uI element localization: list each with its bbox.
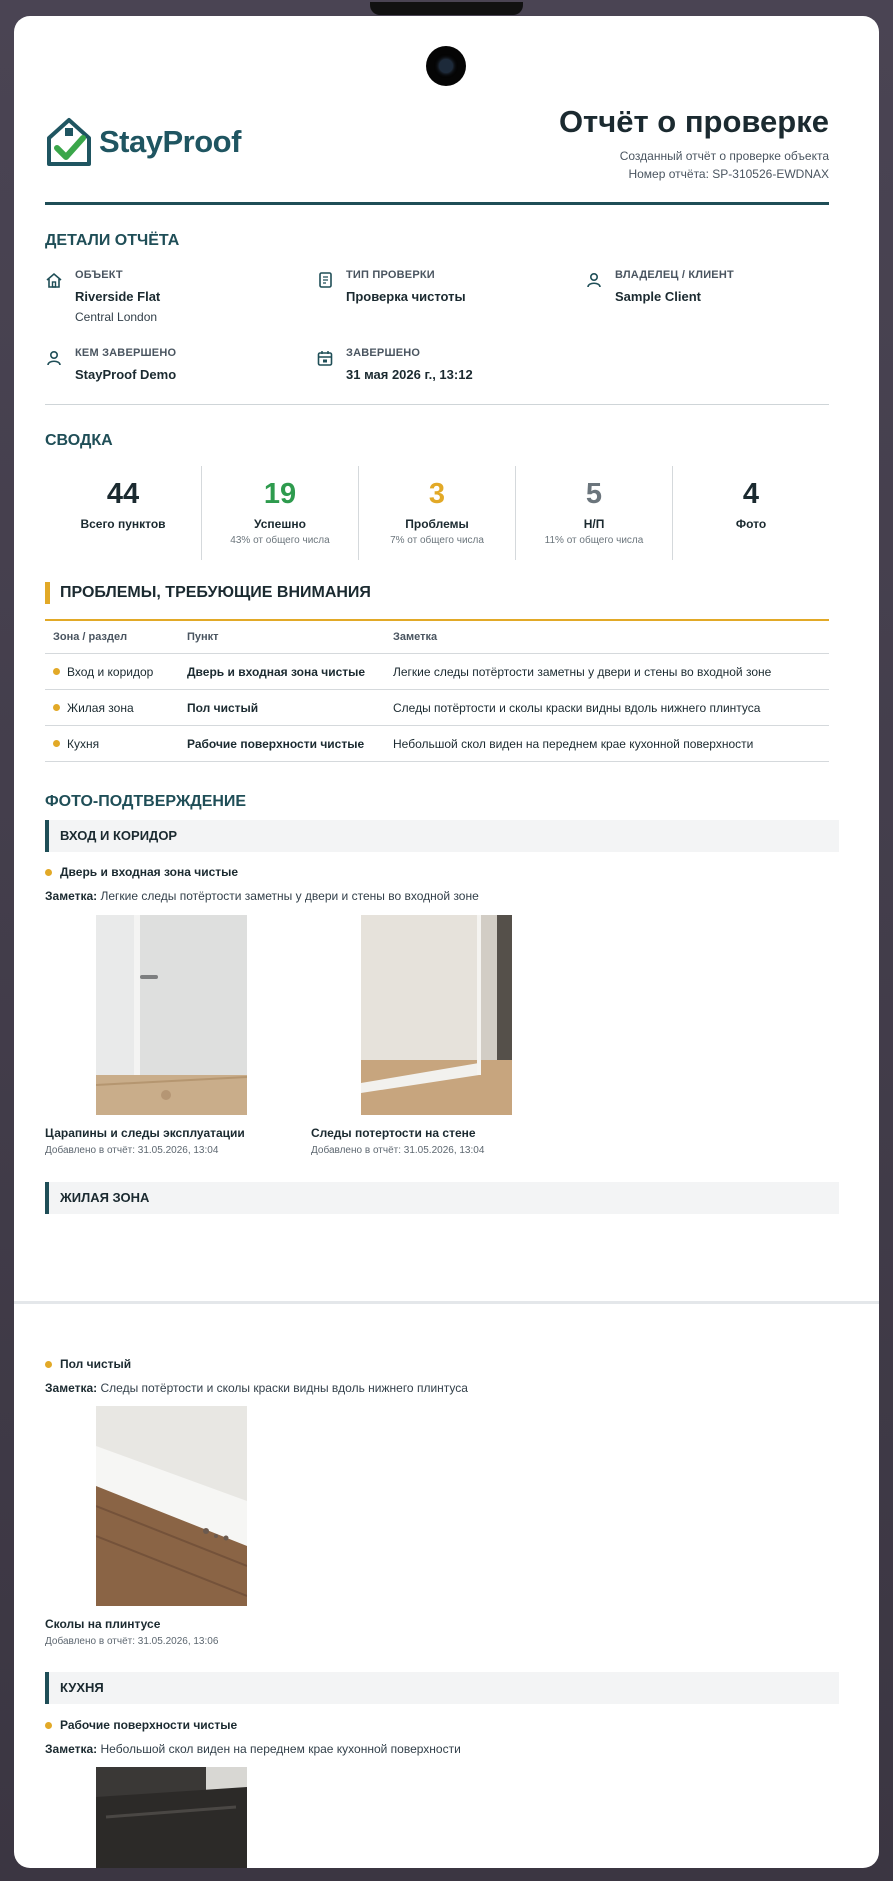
zone-text: Жилая зона — [67, 700, 134, 715]
photo-added: Добавлено в отчёт: 31.05.2026, 13:06 — [45, 1636, 219, 1647]
house-check-icon — [45, 116, 93, 168]
detail-value: 31 мая 2026 г., 13:12 — [346, 367, 473, 382]
evidence-item — [45, 1357, 131, 1371]
stat-percent: 11% от общего числа — [544, 535, 644, 546]
stat-passed — [201, 466, 358, 560]
detail-value: StayProof Demo — [75, 367, 177, 382]
row-note: Легкие следы потёртости заметны у двери и стены во входной зоне — [393, 664, 772, 679]
user-icon — [585, 271, 603, 289]
note-text: Небольшой скол виден на переднем крае кухонной поверхности — [100, 1742, 461, 1756]
report-screen[interactable] — [14, 16, 879, 1868]
photo-caption: Царапины и следы эксплуатации — [45, 1126, 245, 1140]
detail-owner — [585, 269, 734, 304]
calendar-icon — [316, 349, 334, 367]
issue-dot — [53, 704, 60, 711]
zone-text: Вход и коридор — [67, 664, 154, 679]
header-divider — [45, 202, 829, 205]
stat-label: Всего пунктов — [80, 517, 166, 531]
row-zone — [45, 665, 187, 679]
stat-label: Н/П — [583, 517, 605, 531]
row-item: Рабочие поверхности чистые — [187, 736, 365, 751]
device-notch — [370, 2, 523, 15]
detail-value: Проверка чистоты — [346, 289, 466, 304]
camera-cutout — [426, 46, 466, 86]
detail-value: Riverside Flat — [75, 289, 161, 304]
stat-total — [45, 466, 201, 560]
stat-value: 19 — [263, 478, 297, 510]
table-header — [45, 619, 829, 654]
issue-dot — [53, 740, 60, 747]
home-icon — [45, 271, 63, 289]
photo-caption: Сколы на плинтусе — [45, 1617, 161, 1631]
note-label: Заметка: — [45, 1742, 98, 1756]
summary-stats — [45, 466, 829, 560]
evidence-note — [45, 1381, 468, 1395]
stat-issues — [358, 466, 515, 560]
details-section-title: ДЕТАЛИ ОТЧЁТА — [45, 232, 180, 249]
stat-label: Фото — [735, 517, 767, 531]
note-text: Легкие следы потёртости заметны у двери и стены во входной зоне — [100, 889, 479, 903]
evidence-note — [45, 889, 479, 903]
issue-dot — [53, 668, 60, 675]
issue-dot — [45, 869, 52, 876]
note-text: Следы потёртости и сколы краски видны вдоль нижнего плинтуса — [100, 1381, 468, 1395]
photo-image — [96, 1767, 247, 1868]
issue-dot — [45, 1722, 52, 1729]
photo-image — [361, 915, 512, 1115]
row-item: Пол чистый — [187, 700, 259, 715]
evidence-section-title: ФОТО-ПОДТВЕРЖДЕНИЕ — [45, 793, 247, 810]
report-number: Номер отчёта: SP-310526-EWDNAX — [628, 167, 829, 181]
detail-completed-by — [45, 347, 176, 382]
issues-section-title: ПРОБЛЕМЫ, ТРЕБУЮЩИЕ ВНИМАНИЯ — [45, 582, 371, 604]
photo-door-scuffs[interactable] — [96, 915, 247, 1115]
note-label: Заметка: — [45, 1381, 98, 1395]
photo-image — [96, 915, 247, 1115]
row-zone — [45, 701, 187, 715]
page-break — [14, 1301, 879, 1304]
evidence-zone-entrance: ВХОД И КОРИДОР — [45, 820, 839, 852]
page-subtitle: Созданный отчёт о проверке объекта — [619, 149, 829, 163]
page-title: Отчёт о проверке — [558, 104, 829, 139]
brand-logo — [45, 116, 241, 168]
evidence-item-label: Рабочие поверхности чистые — [60, 1718, 238, 1732]
evidence-item-label: Пол чистый — [60, 1357, 132, 1371]
evidence-note — [45, 1742, 461, 1756]
photo-wall-scuffs[interactable] — [361, 915, 512, 1115]
col-item: Пункт — [187, 631, 219, 643]
detail-property — [45, 269, 160, 324]
detail-label: ОБЪЕКТ — [75, 269, 123, 281]
stat-percent: 7% от общего числа — [390, 535, 484, 546]
row-note: Следы потёртости и сколы краски видны вдоль нижнего плинтуса — [393, 700, 761, 715]
photo-kitchen-counter[interactable] — [96, 1767, 247, 1868]
brand-name: StayProof — [99, 124, 241, 159]
detail-label: КЕМ ЗАВЕРШЕНО — [75, 347, 177, 359]
table-row[interactable] — [45, 654, 829, 690]
evidence-item-label: Дверь и входная зона чистые — [60, 865, 239, 879]
photo-image — [96, 1406, 247, 1606]
stat-value: 44 — [106, 478, 140, 510]
stat-na — [515, 466, 672, 560]
note-label: Заметка: — [45, 889, 98, 903]
col-note: Заметка — [393, 631, 438, 643]
issue-dot — [45, 1361, 52, 1368]
photo-caption: Следы потертости на стене — [311, 1126, 476, 1140]
stat-value: 3 — [428, 478, 446, 510]
detail-label: ВЛАДЕЛЕЦ / КЛИЕНТ — [615, 269, 734, 281]
stat-label: Проблемы — [405, 517, 469, 531]
col-zone: Зона / раздел — [53, 631, 128, 643]
detail-label: ЗАВЕРШЕНО — [346, 347, 421, 359]
photo-added: Добавлено в отчёт: 31.05.2026, 13:04 — [45, 1145, 219, 1156]
detail-label: ТИП ПРОВЕРКИ — [346, 269, 435, 281]
detail-completed — [316, 347, 473, 382]
evidence-zone-kitchen: КУХНЯ — [45, 1672, 839, 1704]
zone-text: Кухня — [67, 736, 100, 751]
details-divider — [45, 404, 829, 405]
evidence-zone-living: ЖИЛАЯ ЗОНА — [45, 1182, 839, 1214]
table-row[interactable] — [45, 690, 829, 726]
table-row[interactable] — [45, 726, 829, 762]
summary-section-title: СВОДКА — [45, 432, 113, 449]
document-icon — [316, 271, 334, 289]
stat-percent: 43% от общего числа — [230, 535, 330, 546]
stat-photos — [672, 466, 829, 560]
detail-value: Sample Client — [615, 289, 701, 304]
issues-table — [45, 619, 829, 762]
evidence-item — [45, 1718, 237, 1732]
row-item: Дверь и входная зона чистые — [187, 664, 366, 679]
photo-added: Добавлено в отчёт: 31.05.2026, 13:04 — [311, 1145, 485, 1156]
stat-value: 4 — [742, 478, 760, 510]
row-note: Небольшой скол виден на переднем крае кухонной поверхности — [393, 736, 754, 751]
photo-skirting-chips[interactable] — [96, 1406, 247, 1606]
user-icon — [45, 349, 63, 367]
stat-label: Успешно — [254, 517, 306, 531]
row-zone — [45, 737, 187, 751]
stat-value: 5 — [585, 478, 603, 510]
evidence-item — [45, 865, 238, 879]
detail-type — [316, 269, 466, 304]
detail-sub: Central London — [75, 310, 158, 324]
